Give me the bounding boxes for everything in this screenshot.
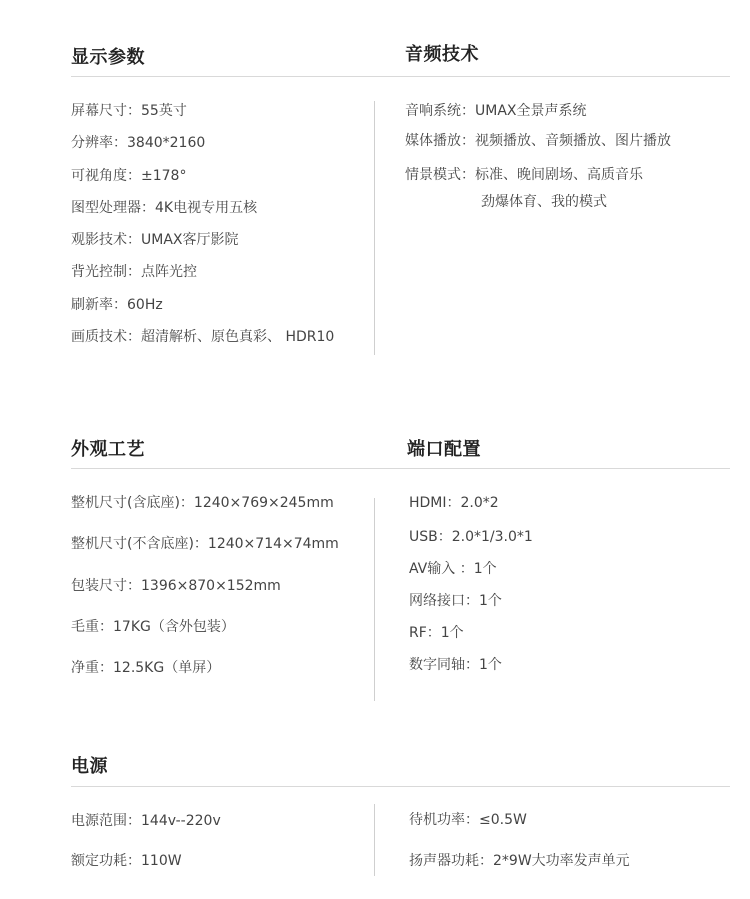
spec-row: 背光控制：点阵光控 <box>71 264 197 280</box>
spec-row: 净重：12.5KG（单屏） <box>71 660 221 676</box>
spec-row: AV输入 ：1个 <box>409 561 497 577</box>
spec-row: 扬声器功耗：2*9W大功率发声单元 <box>409 853 630 869</box>
column-divider <box>374 498 375 701</box>
spec-row: 分辨率：3840*2160 <box>71 135 206 151</box>
spec-row: 屏幕尺寸：55英寸 <box>71 103 187 119</box>
column-divider <box>374 804 375 876</box>
spec-row: 毛重：17KG（含外包装） <box>71 619 235 635</box>
spec-row: 整机尺寸(不含底座)：1240×714×74mm <box>71 536 339 552</box>
section-divider <box>71 786 730 787</box>
spec-row: 观影技术：UMAX客厅影院 <box>71 232 239 248</box>
spec-row: HDMI：2.0*2 <box>409 495 499 511</box>
spec-row: 媒体播放：视频播放、音频播放、图片播放 <box>405 133 671 149</box>
spec-row: 电源范围：144v--220v <box>71 813 221 829</box>
section-title-exterior: 外观工艺 <box>71 439 145 460</box>
section-title-power: 电源 <box>71 756 108 777</box>
column-divider <box>374 101 375 355</box>
section-title-audio: 音频技术 <box>405 44 479 65</box>
spec-row: 整机尺寸(含底座)：1240×769×245mm <box>71 495 334 511</box>
section-divider <box>71 76 730 77</box>
spec-row: 刷新率：60Hz <box>71 297 163 313</box>
section-title-ports: 端口配置 <box>407 439 481 460</box>
spec-row: 图型处理器：4K电视专用五核 <box>71 200 258 216</box>
spec-row: 网络接口：1个 <box>409 593 502 609</box>
spec-row-continuation: 劲爆体育、我的模式 <box>481 194 607 210</box>
spec-row: 画质技术：超清解析、原色真彩、 HDR10 <box>71 329 335 345</box>
spec-row: RF：1个 <box>409 625 464 641</box>
spec-row: 音响系统：UMAX全景声系统 <box>405 103 587 119</box>
section-divider <box>71 468 730 469</box>
spec-row: 包装尺寸：1396×870×152mm <box>71 578 281 594</box>
spec-row: USB：2.0*1/3.0*1 <box>409 529 533 545</box>
spec-row: 可视角度：±178° <box>71 168 187 184</box>
spec-row: 情景模式：标准、晚间剧场、高质音乐 <box>405 167 643 183</box>
section-title-display: 显示参数 <box>71 47 145 68</box>
spec-row: 额定功耗：110W <box>71 853 182 869</box>
spec-row: 数字同轴：1个 <box>409 657 502 673</box>
spec-row: 待机功率：≤0.5W <box>409 812 527 828</box>
